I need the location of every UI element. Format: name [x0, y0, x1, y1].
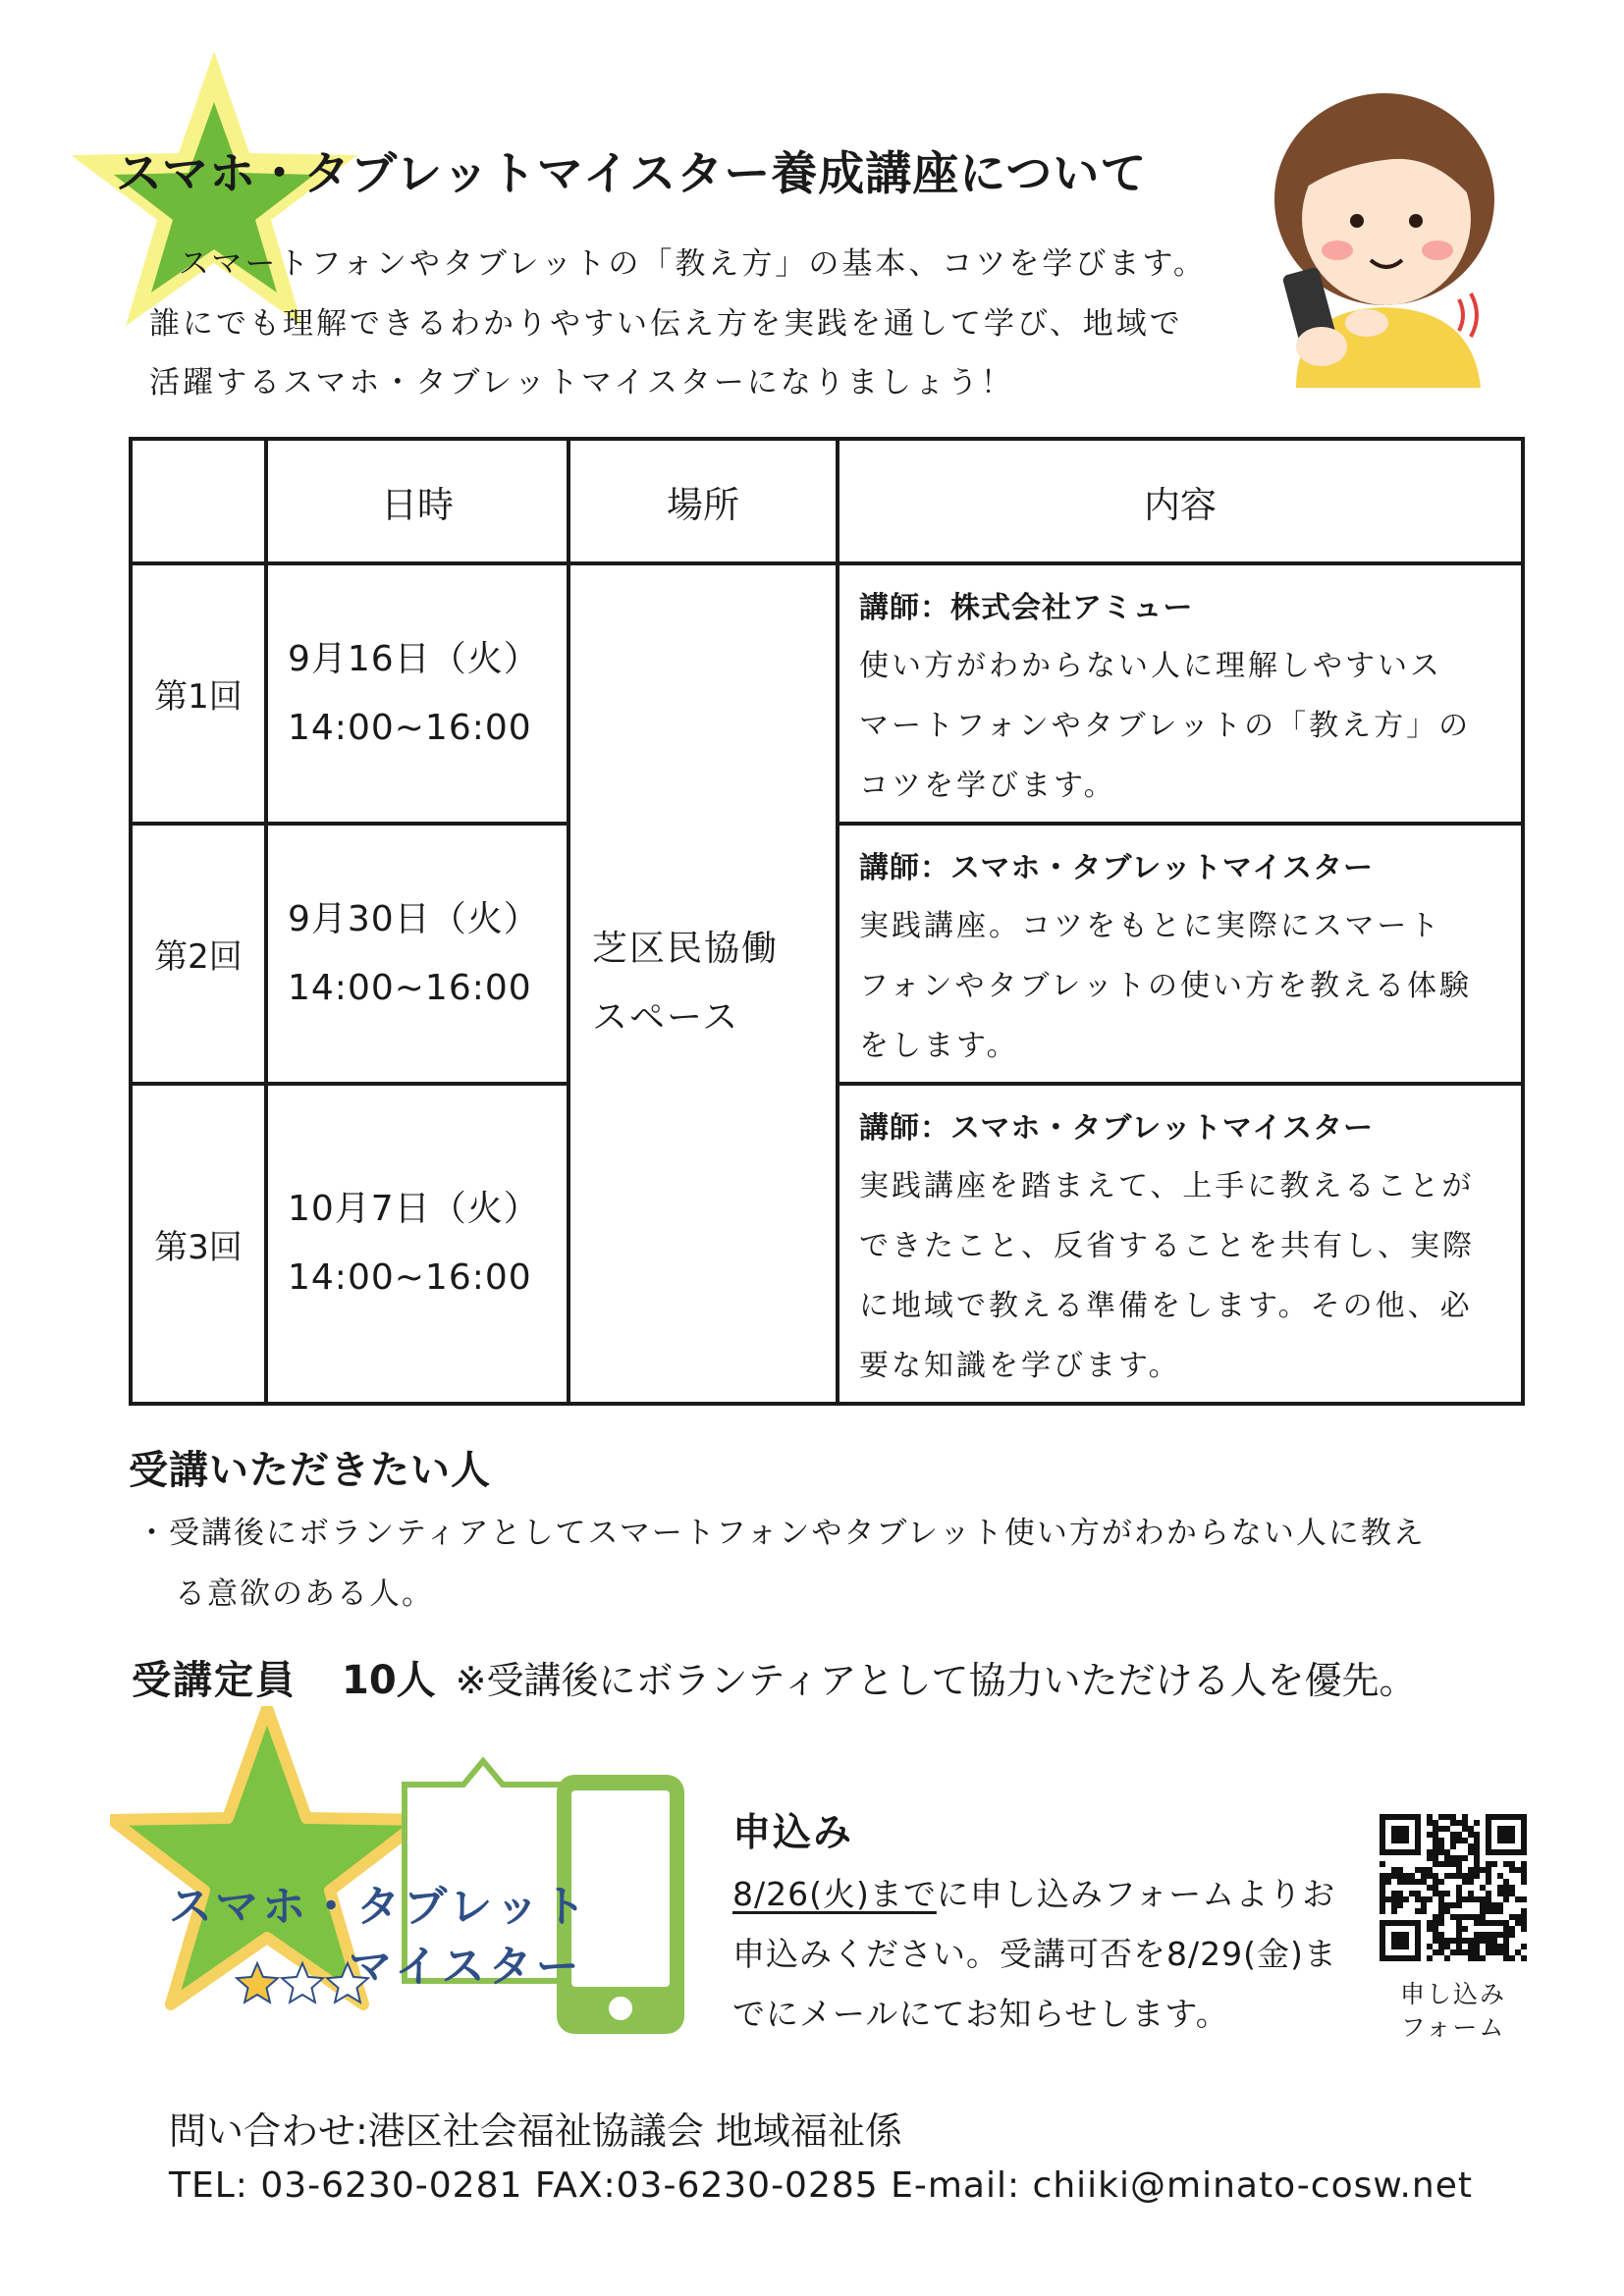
qr-label-line-2: フォーム [1400, 2013, 1506, 2042]
description-line: 実践講座を踏まえて、上手に教えることが [859, 1169, 1475, 1203]
round-cell: 第3回 [131, 1084, 266, 1404]
tel-fax-email-line[interactable]: TEL: 03-6230-0281 FAX:03-6230-0285 E-mail: chiiki@minato-cosw.net [169, 2165, 1474, 2206]
logo-text-line-1: スマホ・タブレット [169, 1882, 590, 1932]
header-cell-content: 内容 [838, 439, 1523, 563]
intro-line-1: スマートフォンやタブレットの「教え方」の基本、コツを学びます。 [179, 246, 1207, 282]
woman-with-smartphone-illustration [1257, 83, 1512, 388]
table-header-row [131, 439, 1523, 563]
qr-label-line-1: 申し込み [1399, 1980, 1506, 2008]
content-cell [838, 1084, 1523, 1404]
description-line: マートフォンやタブレットの「教え方」の [859, 709, 1472, 743]
filled-star-icon [237, 1963, 278, 2002]
place-cell [568, 563, 838, 1404]
apply-line-3: でにメールにてお知らせします。 [732, 1995, 1229, 2033]
page-title: スマホ・タブレットマイスター養成講座について [116, 147, 1148, 201]
description-line: フォンやタブレットの使い方を教える体験 [859, 969, 1472, 1003]
time-text: 14:00~16:00 [288, 1257, 532, 1298]
lecturer-text: 講師：スマホ・タブレットマイスター [859, 1111, 1374, 1146]
table-row [131, 563, 1523, 824]
description-line: できたこと、反省することを共有し、実際 [859, 1229, 1475, 1263]
logo-text-line-2: マイスター [349, 1942, 583, 1992]
capacity-label: 受講定員 [132, 1658, 297, 1703]
apply-line-1-rest: に申し込みフォームよりお [936, 1875, 1336, 1913]
application-form-qr-code[interactable] [1380, 1814, 1527, 1961]
date-text: 9月16日（火） [288, 638, 540, 679]
time-text: 14:00~16:00 [288, 707, 532, 748]
round-cell: 第2回 [131, 824, 266, 1084]
target-line-1: ・受講後にボランティアとしてスマートフォンやタブレット使い方がわからない人に教え [136, 1516, 1426, 1551]
date-text: 10月7日（火） [288, 1189, 540, 1229]
lecturer-text: 講師：株式会社アミュー [859, 591, 1194, 625]
apply-heading: 申込み [732, 1811, 854, 1855]
place-line: 芝区民協働 [592, 929, 780, 969]
description-line: 実践講座。コツをもとに実際にスマート [859, 909, 1442, 943]
description-line: 使い方がわからない人に理解しやすいス [859, 649, 1442, 683]
datetime-cell [266, 563, 568, 824]
capacity-note: ※受講後にボランティアとして協力いただける人を優先。 [455, 1659, 1417, 1702]
description-line: に地域で教える準備をします。その他、必 [859, 1289, 1473, 1323]
target-heading: 受講いただきたい人 [129, 1448, 491, 1493]
capacity-line [132, 1649, 1416, 1705]
datetime-cell [266, 824, 568, 1084]
header-cell-datetime: 日時 [266, 439, 568, 563]
header-cell-round [131, 439, 266, 563]
date-text: 9月30日（火） [288, 898, 540, 939]
apply-line-2: 申込みください。受講可否を8/29(金)ま [732, 1935, 1337, 1973]
description-line: コツを学びます。 [859, 769, 1116, 803]
intro-line-3: 活躍するスマホ・タブレットマイスターになりましょう！ [149, 365, 1014, 400]
description-line: をします。 [859, 1029, 1019, 1063]
header-cell-place: 場所 [568, 439, 838, 563]
schedule-table [129, 437, 1525, 1406]
capacity-number: 10人 [342, 1658, 436, 1703]
content-cell [838, 563, 1523, 824]
contact-line: 問い合わせ:港区社会福祉協議会 地域福祉係 [169, 2109, 902, 2153]
round-cell: 第1回 [131, 563, 266, 824]
place-line: スペース [592, 997, 740, 1038]
datetime-cell [266, 1084, 568, 1404]
content-cell [838, 824, 1523, 1084]
apply-line-1 [732, 1869, 1335, 1915]
target-line-2: る意欲のある人。 [175, 1576, 434, 1612]
description-line: 要な知識を学びます。 [859, 1349, 1181, 1383]
time-text: 14:00~16:00 [288, 967, 532, 1008]
lecturer-text: 講師：スマホ・タブレットマイスター [859, 851, 1374, 885]
intro-line-2: 誰にでも理解できるわかりやすい伝え方を実践を通して学び、地域で [149, 306, 1183, 342]
deadline-text: 8/26(火)まで [732, 1875, 937, 1913]
